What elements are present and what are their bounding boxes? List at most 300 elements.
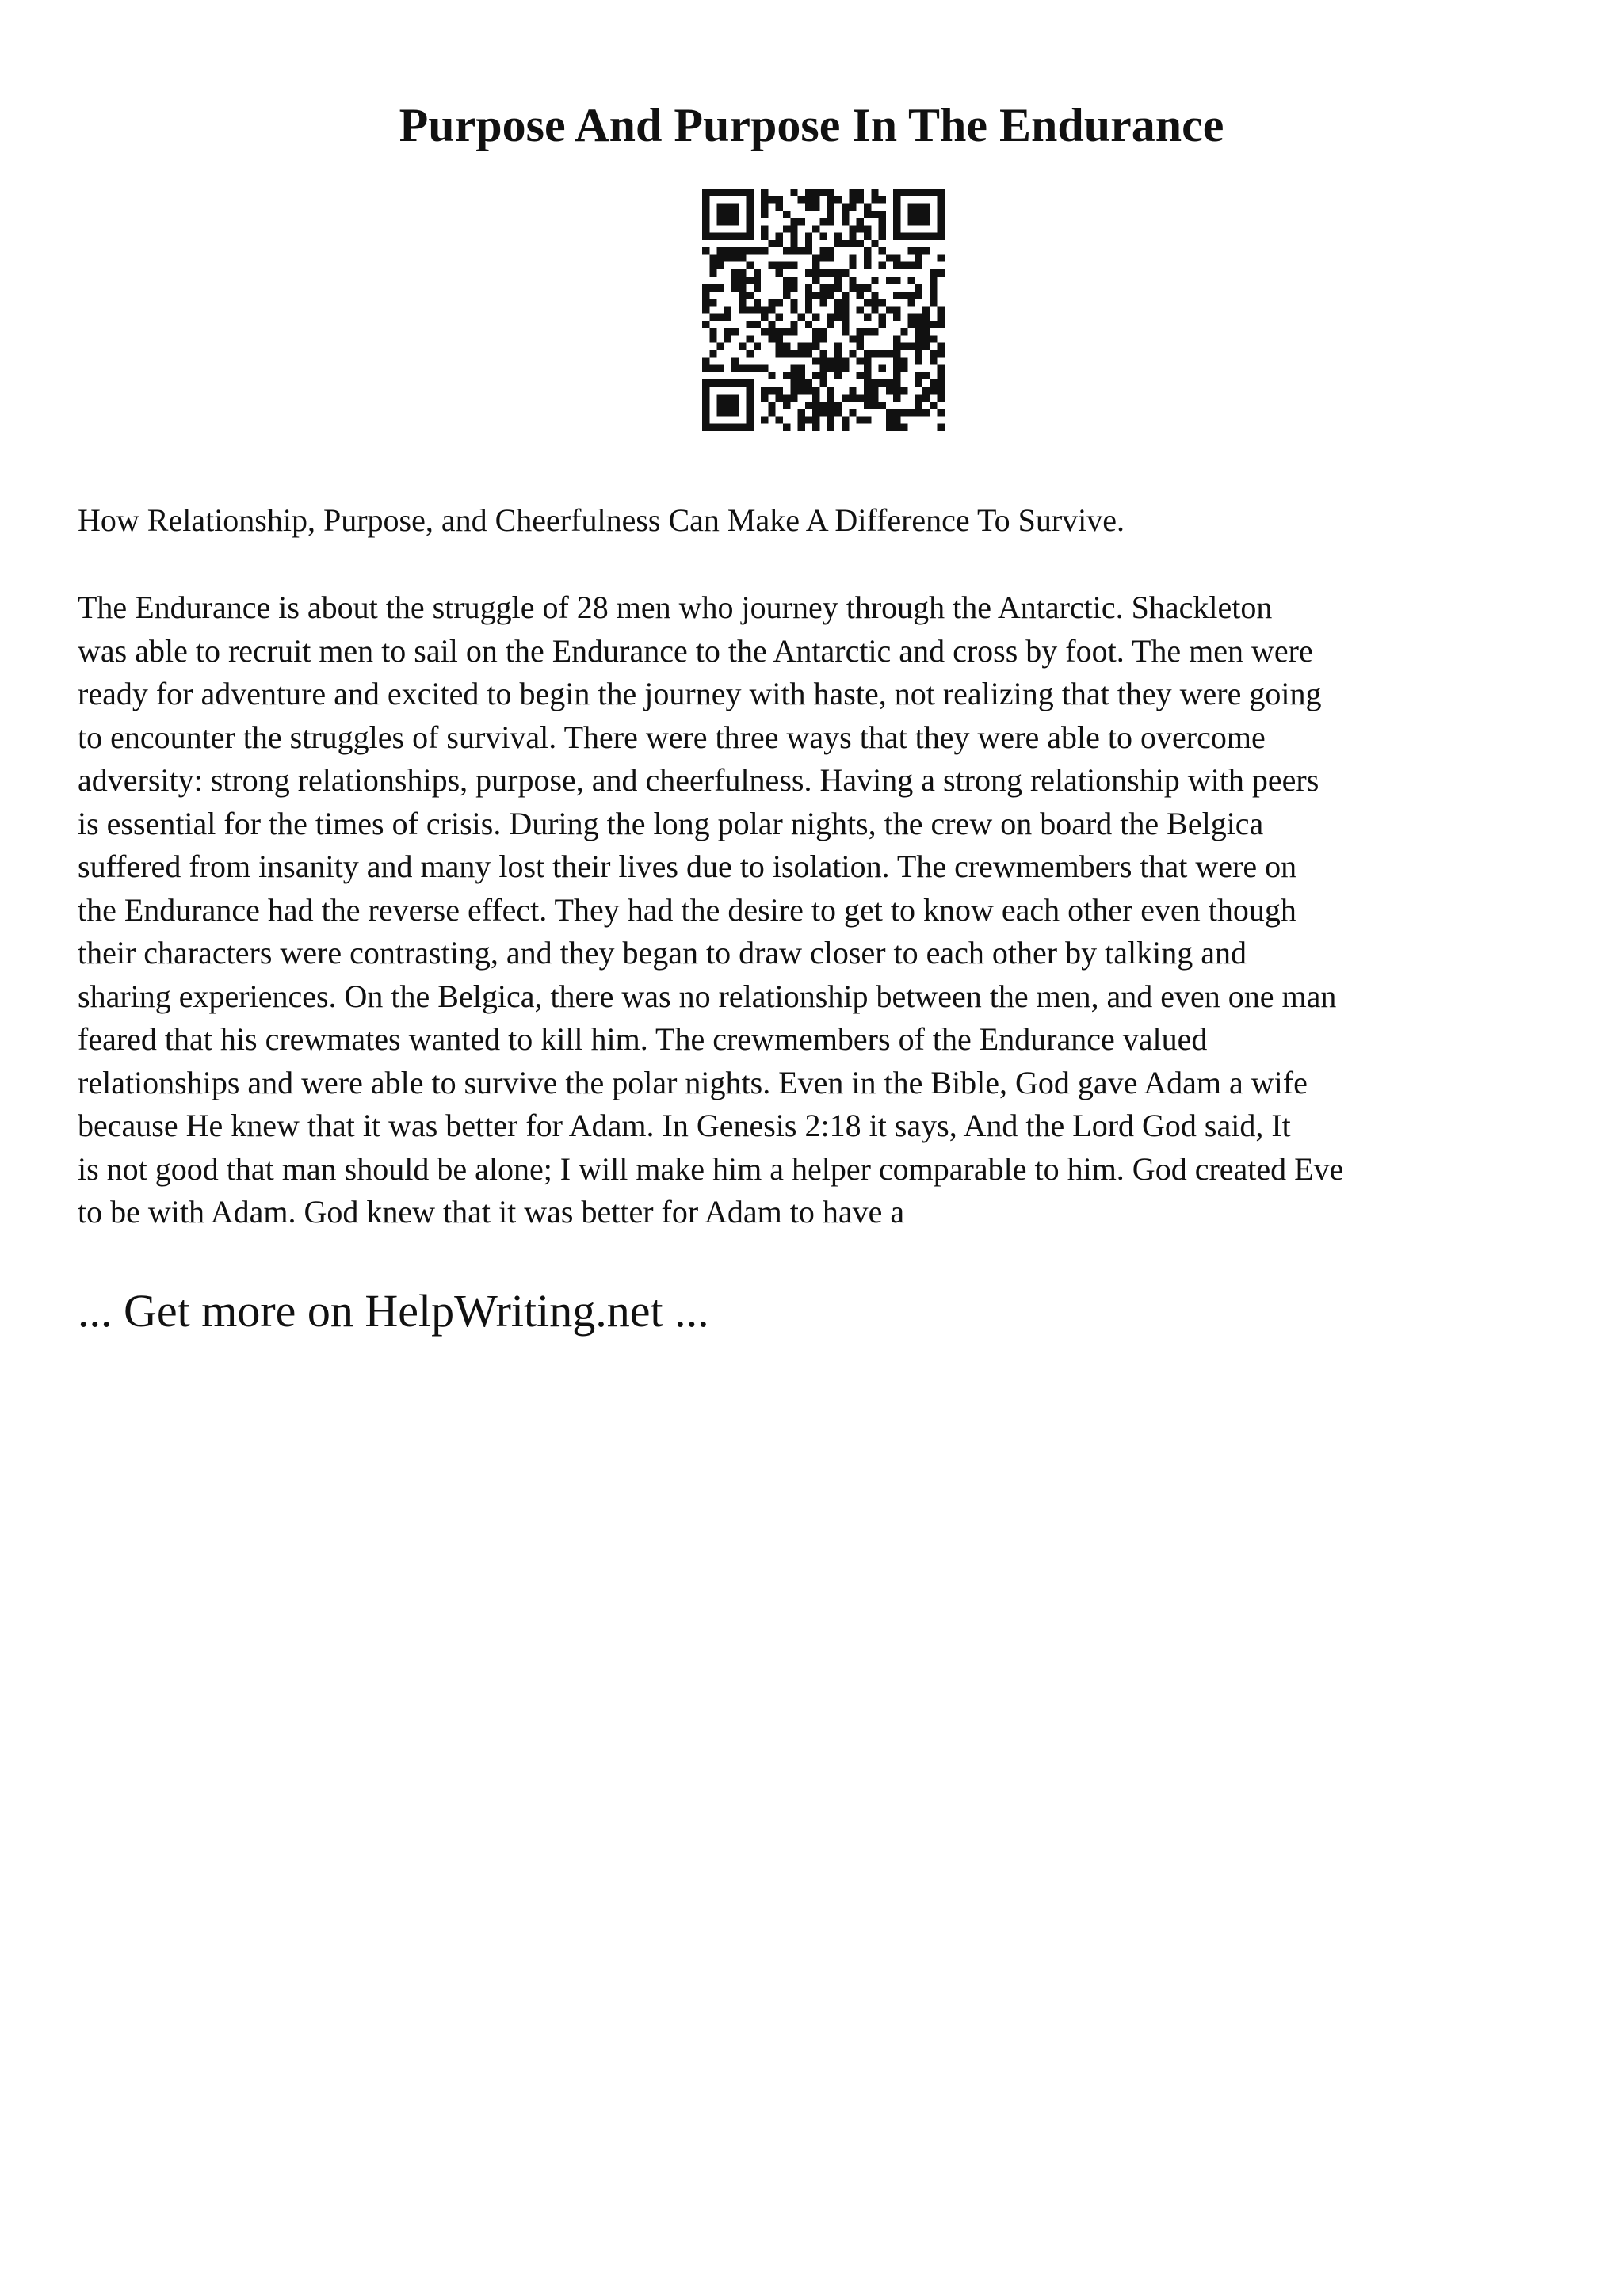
qr-module xyxy=(864,395,871,402)
qr-module xyxy=(886,424,893,431)
qr-module xyxy=(938,196,945,203)
qr-module xyxy=(790,240,797,247)
qr-module xyxy=(900,262,907,269)
qr-module xyxy=(827,402,834,409)
qr-module xyxy=(783,225,790,232)
qr-module xyxy=(922,247,930,254)
qr-module xyxy=(900,357,907,364)
qr-module xyxy=(879,262,886,269)
qr-module xyxy=(790,350,797,357)
qr-module xyxy=(879,233,886,240)
qr-module xyxy=(864,402,871,409)
body-line: The Endurance is about the struggle of 28 men who journey through the Antarctic. Shackleton xyxy=(78,589,1273,625)
qr-module xyxy=(717,247,724,254)
qr-module xyxy=(842,321,849,328)
qr-module xyxy=(819,372,827,379)
qr-module xyxy=(739,306,746,313)
qr-module xyxy=(857,335,864,342)
qr-module xyxy=(776,335,783,342)
qr-module xyxy=(886,254,893,261)
qr-module xyxy=(747,395,754,402)
qr-module xyxy=(938,395,945,402)
body-line: ready for adventure and excited to begin the journey with haste, not realizing that they were going xyxy=(78,676,1322,711)
qr-module xyxy=(717,233,724,240)
qr-module xyxy=(938,409,945,416)
qr-module xyxy=(834,196,842,203)
qr-module xyxy=(731,218,739,225)
qr-module xyxy=(938,343,945,350)
qr-module xyxy=(893,306,900,313)
qr-module xyxy=(702,299,709,306)
qr-module xyxy=(864,284,871,292)
qr-module xyxy=(871,240,878,247)
qr-module xyxy=(842,314,849,321)
qr-module xyxy=(857,372,864,379)
qr-module xyxy=(893,225,900,232)
qr-module xyxy=(731,269,739,277)
qr-module xyxy=(900,292,907,299)
qr-module xyxy=(747,247,754,254)
qr-module xyxy=(776,328,783,335)
qr-module xyxy=(871,387,878,394)
qr-module xyxy=(747,292,754,299)
qr-module xyxy=(724,247,731,254)
qr-module xyxy=(915,343,922,350)
qr-module xyxy=(930,335,937,342)
qr-module xyxy=(864,387,871,394)
qr-module xyxy=(908,233,915,240)
qr-module xyxy=(783,292,790,299)
qr-module xyxy=(879,299,886,306)
qr-module xyxy=(827,247,834,254)
qr-module xyxy=(893,395,900,402)
qr-module xyxy=(849,196,856,203)
qr-module xyxy=(776,387,783,394)
qr-module xyxy=(908,211,915,218)
qr-module xyxy=(922,204,930,211)
qr-module xyxy=(915,314,922,321)
qr-module xyxy=(819,299,827,306)
qr-module xyxy=(893,424,900,431)
qr-module xyxy=(783,284,790,292)
qr-module xyxy=(938,372,945,379)
qr-module xyxy=(908,218,915,225)
qr-module xyxy=(915,328,922,335)
document-body xyxy=(78,586,1568,1234)
qr-module xyxy=(886,306,893,313)
qr-module xyxy=(812,395,819,402)
qr-module xyxy=(842,211,849,218)
qr-module xyxy=(776,233,783,240)
qr-module xyxy=(812,372,819,379)
qr-module xyxy=(900,365,907,372)
qr-module xyxy=(930,277,937,284)
qr-module xyxy=(790,277,797,284)
qr-module xyxy=(819,254,827,261)
qr-module xyxy=(739,379,746,387)
qr-module xyxy=(893,350,900,357)
qr-module xyxy=(731,254,739,261)
qr-module xyxy=(908,277,915,284)
qr-module xyxy=(842,218,849,225)
qr-module xyxy=(893,335,900,342)
qr-module xyxy=(834,365,842,372)
qr-module xyxy=(938,306,945,313)
qr-module xyxy=(776,395,783,402)
qr-module xyxy=(812,335,819,342)
qr-module xyxy=(761,416,768,423)
qr-module xyxy=(747,218,754,225)
qr-module xyxy=(731,424,739,431)
qr-module xyxy=(731,409,739,416)
qr-module xyxy=(915,409,922,416)
qr-module xyxy=(879,211,886,218)
qr-module xyxy=(739,233,746,240)
qr-module xyxy=(864,350,871,357)
qr-module xyxy=(893,343,900,350)
qr-module xyxy=(842,395,849,402)
qr-module xyxy=(776,299,783,306)
qr-module xyxy=(857,292,864,299)
qr-module xyxy=(922,343,930,350)
qr-module xyxy=(827,409,834,416)
qr-module xyxy=(783,328,790,335)
qr-module xyxy=(790,262,797,269)
qr-module xyxy=(922,314,930,321)
qr-module xyxy=(768,299,775,306)
qr-module xyxy=(790,299,797,306)
qr-module xyxy=(776,196,783,203)
qr-module xyxy=(922,321,930,328)
qr-module xyxy=(739,299,746,306)
qr-module xyxy=(857,225,864,232)
qr-module xyxy=(915,372,922,379)
qr-module xyxy=(930,284,937,292)
qr-module xyxy=(871,277,878,284)
qr-module xyxy=(938,189,945,196)
qr-module xyxy=(776,416,783,423)
qr-module xyxy=(717,379,724,387)
qr-module xyxy=(864,372,871,379)
qr-module xyxy=(864,357,871,364)
qr-module xyxy=(761,387,768,394)
qr-module xyxy=(731,365,739,372)
qr-module xyxy=(724,211,731,218)
qr-module xyxy=(834,299,842,306)
qr-module xyxy=(879,218,886,225)
qr-module xyxy=(893,357,900,364)
qr-module xyxy=(834,343,842,350)
qr-module xyxy=(871,328,878,335)
qr-module xyxy=(805,284,812,292)
page-title: Purpose And Purpose In The Endurance xyxy=(399,99,1224,151)
qr-module xyxy=(776,240,783,247)
qr-module xyxy=(871,350,878,357)
qr-module xyxy=(864,211,871,218)
qr-module xyxy=(819,218,827,225)
qr-module xyxy=(827,395,834,402)
qr-module xyxy=(783,277,790,284)
body-line: suffered from insanity and many lost their lives due to isolation. The crewmembers that were on xyxy=(78,849,1297,884)
qr-module xyxy=(908,314,915,321)
qr-module xyxy=(731,247,739,254)
qr-module xyxy=(805,196,812,203)
qr-module xyxy=(893,409,900,416)
qr-module xyxy=(893,211,900,218)
qr-module xyxy=(938,211,945,218)
qr-module xyxy=(849,204,856,211)
qr-module xyxy=(717,189,724,196)
qr-module xyxy=(709,424,716,431)
qr-module xyxy=(930,402,937,409)
qr-module xyxy=(819,335,827,342)
qr-module xyxy=(739,254,746,261)
qr-module xyxy=(747,262,754,269)
qr-module xyxy=(819,292,827,299)
qr-module xyxy=(747,335,754,342)
qr-module xyxy=(776,350,783,357)
qr-module xyxy=(731,233,739,240)
qr-module xyxy=(731,284,739,292)
qr-module xyxy=(717,211,724,218)
qr-module xyxy=(709,379,716,387)
qr-module xyxy=(857,218,864,225)
body-line: is essential for the times of crisis. During the long polar nights, the crew on board the Belgica xyxy=(78,805,1264,841)
qr-module xyxy=(702,306,709,313)
get-more-link[interactable]: ... Get more on HelpWriting.net ... xyxy=(78,1285,709,1337)
qr-module xyxy=(930,292,937,299)
qr-module xyxy=(922,372,930,379)
qr-module xyxy=(864,225,871,232)
qr-module xyxy=(739,189,746,196)
qr-module xyxy=(930,350,937,357)
qr-module xyxy=(747,424,754,431)
qr-module xyxy=(805,233,812,240)
qr-module xyxy=(805,416,812,423)
qr-module xyxy=(768,402,775,409)
qr-module xyxy=(819,365,827,372)
qr-module xyxy=(834,357,842,364)
qr-module xyxy=(857,306,864,313)
qr-module xyxy=(768,387,775,394)
qr-module xyxy=(922,387,930,394)
qr-module xyxy=(761,328,768,335)
qr-module xyxy=(864,416,871,423)
qr-module xyxy=(864,247,871,254)
qr-module xyxy=(842,424,849,431)
qr-module xyxy=(871,292,878,299)
qr-module xyxy=(717,424,724,431)
qr-module xyxy=(798,350,805,357)
qr-module xyxy=(842,328,849,335)
qr-module xyxy=(842,269,849,277)
qr-module xyxy=(849,225,856,232)
qr-module xyxy=(922,211,930,218)
qr-module xyxy=(900,424,907,431)
qr-module xyxy=(886,379,893,387)
qr-module xyxy=(834,306,842,313)
qr-module xyxy=(930,233,937,240)
qr-module xyxy=(842,357,849,364)
qr-module xyxy=(798,372,805,379)
qr-module xyxy=(930,321,937,328)
qr-module xyxy=(724,409,731,416)
qr-module xyxy=(849,262,856,269)
qr-module xyxy=(805,379,812,387)
qr-module xyxy=(834,372,842,379)
qr-module xyxy=(879,321,886,328)
qr-module xyxy=(805,240,812,247)
qr-module xyxy=(849,277,856,284)
qr-module xyxy=(702,225,709,232)
qr-module xyxy=(871,189,878,196)
qr-module xyxy=(864,328,871,335)
qr-module xyxy=(864,299,871,306)
qr-module xyxy=(893,254,900,261)
qr-module xyxy=(731,402,739,409)
qr-module xyxy=(812,343,819,350)
qr-module xyxy=(702,357,709,364)
qr-module xyxy=(768,409,775,416)
qr-module xyxy=(747,189,754,196)
qr-module xyxy=(842,306,849,313)
qr-module xyxy=(790,321,797,328)
qr-module xyxy=(761,306,768,313)
qr-module xyxy=(798,247,805,254)
qr-module xyxy=(849,387,856,394)
qr-module xyxy=(702,233,709,240)
qr-module xyxy=(827,387,834,394)
qr-module xyxy=(938,218,945,225)
qr-module xyxy=(893,196,900,203)
qr-module xyxy=(827,357,834,364)
qr-module xyxy=(747,416,754,423)
qr-module xyxy=(849,350,856,357)
qr-module xyxy=(827,424,834,431)
qr-module xyxy=(790,233,797,240)
qr-module xyxy=(761,365,768,372)
qr-module xyxy=(805,321,812,328)
qr-module xyxy=(864,365,871,372)
qr-module xyxy=(827,211,834,218)
qr-module xyxy=(930,299,937,306)
qr-module xyxy=(938,365,945,372)
qr-module xyxy=(812,225,819,232)
qr-module xyxy=(938,387,945,394)
qr-module xyxy=(717,262,724,269)
qr-module xyxy=(857,343,864,350)
qr-module xyxy=(724,328,731,335)
qr-module xyxy=(849,335,856,342)
qr-module xyxy=(805,204,812,211)
qr-module xyxy=(871,379,878,387)
qr-module xyxy=(709,262,716,269)
qr-module xyxy=(717,284,724,292)
qr-module xyxy=(915,218,922,225)
qr-module xyxy=(819,357,827,364)
qr-module xyxy=(702,196,709,203)
qr-module xyxy=(798,218,805,225)
qr-module xyxy=(893,387,900,394)
qr-module xyxy=(900,387,907,394)
qr-module xyxy=(783,247,790,254)
qr-module xyxy=(783,262,790,269)
qr-module xyxy=(857,357,864,364)
qr-module xyxy=(930,269,937,277)
qr-module xyxy=(886,416,893,423)
qr-module xyxy=(739,284,746,292)
qr-module xyxy=(731,204,739,211)
qr-module xyxy=(798,409,805,416)
qr-module xyxy=(798,314,805,321)
qr-module xyxy=(747,204,754,211)
qr-module xyxy=(805,292,812,299)
qr-module xyxy=(812,277,819,284)
qr-module xyxy=(915,402,922,409)
qr-module xyxy=(893,365,900,372)
qr-module xyxy=(812,262,819,269)
qr-module xyxy=(709,269,716,277)
qr-module xyxy=(812,402,819,409)
qr-module xyxy=(827,204,834,211)
qr-module xyxy=(805,269,812,277)
qr-module xyxy=(827,269,834,277)
qr-module xyxy=(893,218,900,225)
qr-module xyxy=(747,211,754,218)
qr-module xyxy=(938,269,945,277)
qr-module xyxy=(834,314,842,321)
body-line: is not good that man should be alone; I will make him a helper comparable to him. God created Eve xyxy=(78,1150,1344,1187)
qr-module xyxy=(922,328,930,335)
qr-module xyxy=(717,314,724,321)
qr-module xyxy=(747,350,754,357)
qr-module xyxy=(702,379,709,387)
qr-module xyxy=(754,365,761,372)
qr-module xyxy=(798,416,805,423)
qr-module xyxy=(886,277,893,284)
qr-module xyxy=(702,321,709,328)
qr-module xyxy=(827,254,834,261)
qr-module xyxy=(790,395,797,402)
body-line: to be with Adam. God knew that it was better for Adam to have a xyxy=(78,1194,905,1230)
qr-module xyxy=(849,254,856,261)
body-line: their characters were contrasting, and they began to draw closer to each other by talking and xyxy=(78,935,1247,971)
qr-module xyxy=(702,365,709,372)
qr-module xyxy=(812,328,819,335)
qr-module xyxy=(724,218,731,225)
body-line: the Endurance had the reverse effect. They had the desire to get to know each other even though xyxy=(78,891,1296,928)
qr-module xyxy=(915,204,922,211)
qr-module xyxy=(702,292,709,299)
qr-module xyxy=(879,379,886,387)
qr-module xyxy=(938,379,945,387)
qr-module xyxy=(798,343,805,350)
qr-module xyxy=(702,387,709,394)
qr-module xyxy=(812,416,819,423)
qr-module xyxy=(776,262,783,269)
qr-module xyxy=(827,284,834,292)
qr-module xyxy=(754,247,761,254)
qr-module xyxy=(893,233,900,240)
qr-module xyxy=(768,262,775,269)
qr-module xyxy=(754,284,761,292)
qr-module xyxy=(842,416,849,423)
qr-module xyxy=(834,409,842,416)
qr-module xyxy=(834,350,842,357)
qr-module xyxy=(739,365,746,372)
qr-module xyxy=(790,306,797,313)
qr-module xyxy=(702,402,709,409)
